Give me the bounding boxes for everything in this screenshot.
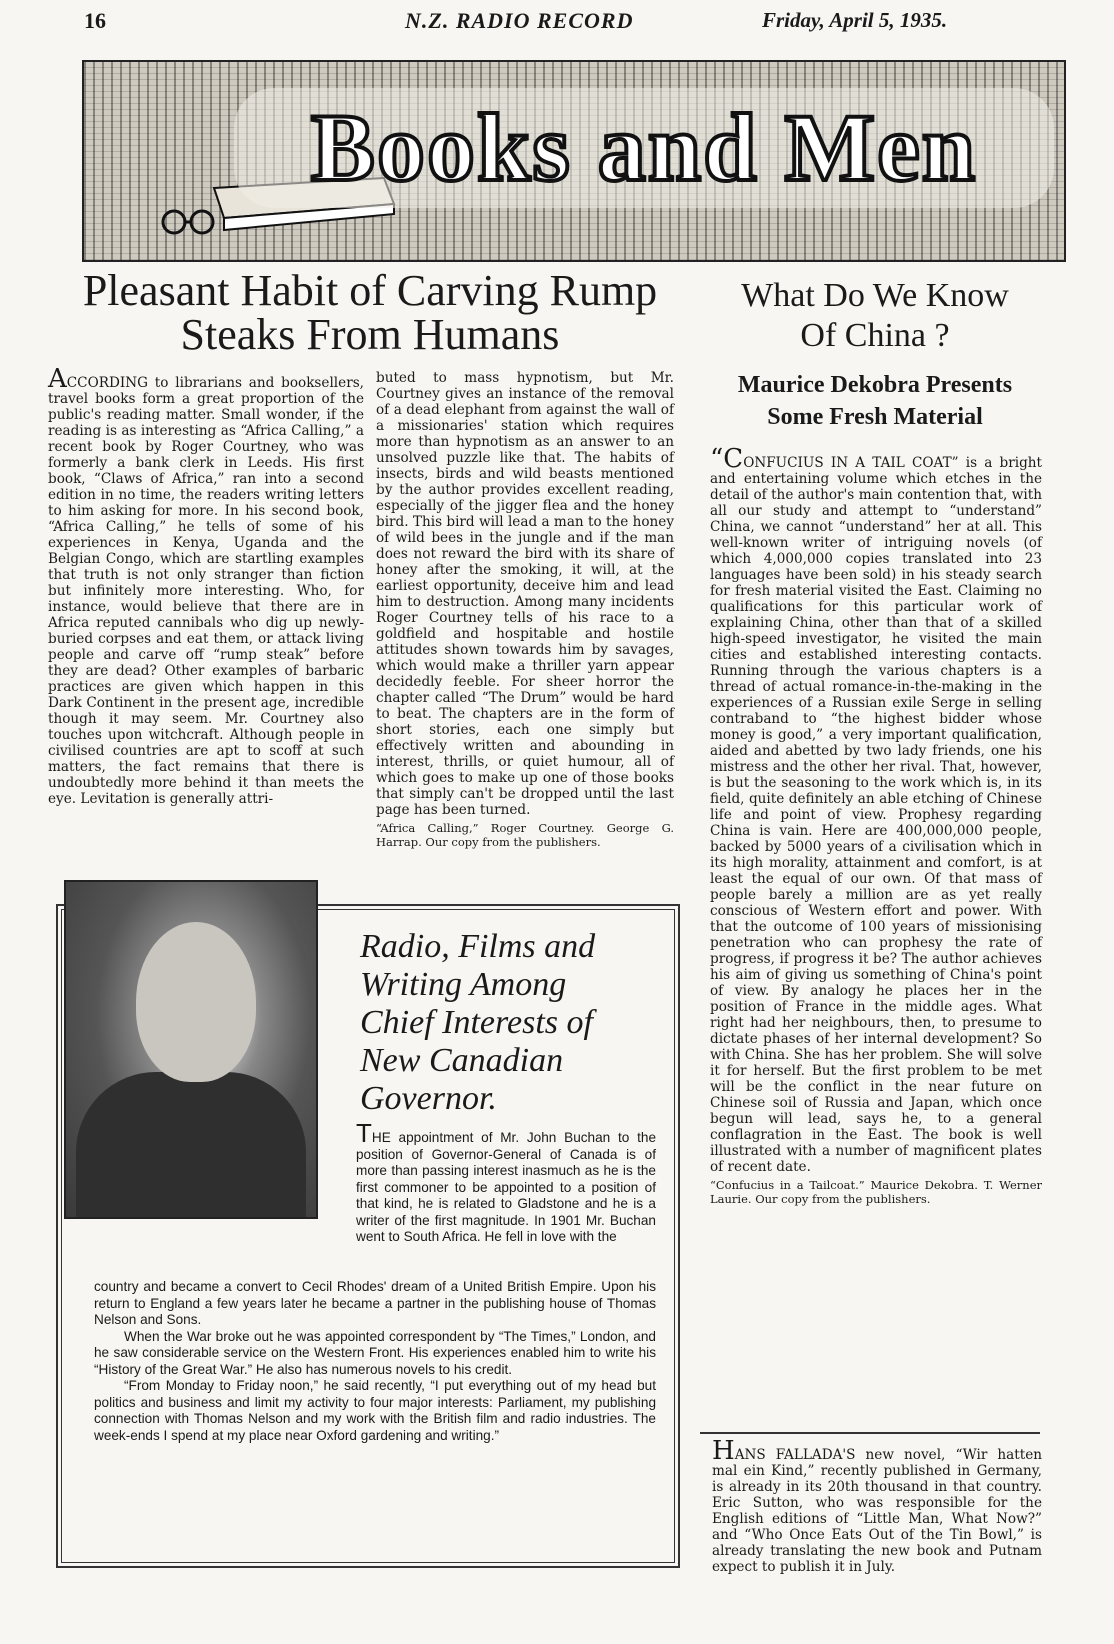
canada-headline-line: New Canadian	[360, 1042, 564, 1079]
china-text: ONFUCIUS IN A TAIL COAT” is a bright and entertaining volume which etches in the detail of the author's main contention that, with all our study and attempt to “understand” China, we cannot “understand” her at all. This well-known writer of intriguing novels (of which 4,000,000 copies translated into 23 languages have been sold) in his steady search for fresh material visited the East. Claiming no qualifications for this particular work of explaining China, other than that of a skilled high-speed investigator, he visited the main cities and established interesting contacts. Running through the various chapters is a thread of actual romance-in-the-making in the experiences of a Russian exile Serge in selling contraband to “the highest bidder whose money is good,” a very important qualification, aided and abetted by two lady friends, one his mistress and the other her rival. That, however, is but the seasoning to the work which is, in its field, quite definitely an able etching of Chinese life and point of view. Prophesy regarding China is vain. Here are 400,000,000 people, backed by 5000 years of a civilisation which in its high morality, attainment and comfort, is at least the equal of our own. Of that mass of people barely a million are as yet really conscious of Western effort and power. With that the outcome of 100 years of missionising penetration who can prophesy the rate of progress, if progress it be? The author achieves his aim of giving us something of China's point of view. By analogy he places her in the position of France in the middle ages. What right had her neighbours, then, to presume to dictate phases of her internal development? So with China. She has her problem. She will solve it for herself. But the first problem to be met will be the conflict in the near future on Chinese soil of Russia and Japan, which once begun will lead, says he, to a general conflagration in the East. The book is well illustrated with a number of magnificent plates of recent date.	[710, 455, 1042, 1175]
africa-credit: “Africa Calling,” Roger Courtney. George G. Harrap. Our copy from the publishers.	[376, 821, 674, 849]
africa-column-1	[48, 364, 364, 807]
books-and-men-banner	[82, 60, 1066, 262]
drop-cap: T	[356, 1118, 372, 1148]
canada-p1-wide: country and became a convert to Cecil Rhodes' dream of a United British Empire. Upon his return to England a few years later he became a partner in the publishing house of Thomas Nelson and Sons.	[94, 1279, 656, 1327]
canada-headline-line: Governor.	[360, 1080, 497, 1117]
publication-name: N.Z. RADIO RECORD	[405, 8, 634, 33]
china-subhead-line2: Some Fresh Material	[767, 404, 983, 430]
china-column	[710, 444, 1042, 1206]
africa-column-2	[376, 370, 674, 849]
canada-headline-line: Radio, Films and	[360, 928, 596, 965]
africa-col1-text: CCORDING to librarians and booksellers, travel books form a great proportion of the public's reading matter. Small wonder, if the reading is as interesting as “Africa Calling,” a recent book by Roger Courtney, who was formerly a bank clerk in Leeds. His first book, “Claws of Africa,” ran into a second edition in no time, the readers writing letters to him asking for more. In his second book, “Africa Calling,” he tells of some of his experiences in Kenya, Uganda and the Belgian Congo, which are startling examples that truth is not only stranger than fiction but infinitely more interesting. Who, for instance, would believe that there are in Africa reputed cannibals who dig up newly-buried corpses and eat them, or attack living people and carve off “rump steak” before they are dead? Other examples of barbaric practices are given which happen in this Dark Continent in the present age, incredible though it may seem. Mr. Courtney also touches upon witchcraft. Although people in civilised countries are apt to scoff at such matters, the fact remains that there is undoubtedly more behind it than meets the eye. Levitation is generally attri-	[48, 375, 364, 807]
portrait-photo	[64, 880, 318, 1219]
drop-cap: A	[48, 364, 67, 394]
portrait-figure-head	[136, 922, 256, 1082]
fallada-text: ANS FALLADA'S new novel, “Wir hatten mal ein Kind,” recently published in Germany, is already in its 20th thousand in that country. Eric Sutton, who was responsible for the English editions of “Little Man, What Now?” and “Who Once Eats Out of the Tin Bowl,” is already translating the new book and Putnam expect to publish it in July.	[712, 1447, 1042, 1575]
page-number: 16	[84, 8, 106, 33]
fallada-column	[712, 1436, 1042, 1575]
banner-title: Books and Men	[234, 88, 1054, 208]
africa-col2-text: buted to mass hypnotism, but Mr. Courtney gives an instance of the removal of a dead elephant from against the wall of a missionaries' station which requires more than hypnotism as an answer to an unsolved puzzle like that. The habits of insects, birds and wild beasts mentioned by the author provides excellent reading, especially of the jigger flea and the honey bird. This bird will lead a man to the honey of wild bees in the jungle and if the man does not reward the bird with its share of honey after the smoking, it will, at the earliest opportunity, deceive him and lead him to destruction. Among many incidents Roger Courtney tells of his race to a goldfield and hospitable and hostile attitudes shown towards him by savages, which would make a thriller yarn appear decidedly feeble. For sheer horror the chapter called “The Drum” would be hard to beat. The chapters are in the form of short stories, each one simply but effectively written and abounding in interest, thrills, or quiet humour, all of which goes to make up one of those books that simply can't be dropped until the last page has been turned.	[376, 370, 674, 818]
canada-headline-line: Writing Among	[360, 966, 567, 1003]
canada-column-narrow	[356, 1118, 656, 1246]
column-divider	[700, 1432, 1040, 1434]
canada-headline-line: Chief Interests of	[360, 1004, 593, 1041]
drop-cap: H	[712, 1436, 735, 1466]
portrait-figure-body	[76, 1072, 306, 1217]
issue-date: Friday, April 5, 1935.	[762, 8, 948, 32]
canada-p3: “From Monday to Friday noon,” he said recently, “I put everything out of my head but politics and business and limit my activity to four major interests: Parliament, my publishing connection with Thomas Nelson and my work with the British film and radio industries. The week-ends I spend at my place near Oxford gardening and writing.”	[94, 1378, 656, 1443]
canada-headline	[360, 928, 660, 1118]
china-headline-line2: Of China ?	[800, 317, 950, 354]
drop-cap: “C	[710, 444, 744, 474]
canada-p1-narrow: HE appointment of Mr. John Buchan to the position of Governor-General of Canada is of more than passing interest inasmuch as he is the first commoner to be appointed to a position of that kind, he is related to Gladstone and he is a writer of the first magnitude. In 1901 Mr. Buchan went to South Africa. He fell in love with the	[356, 1130, 656, 1244]
canada-p2: When the War broke out he was appointed correspondent by “The Times,” London, and he saw considerable service on the Western Front. His experiences enabled him to write his “History of the Great War.” He also has numerous novels to his credit.	[94, 1328, 656, 1377]
china-subhead-line1: Maurice Dekobra Presents	[737, 372, 1013, 398]
china-credit: “Confucius in a Tailcoat.” Maurice Dekobra. T. Werner Laurie. Our copy from the publishers.	[710, 1178, 1042, 1206]
africa-headline-line1: Pleasant Habit of Carving Rump	[82, 266, 658, 315]
africa-headline-line2: Steaks From Humans	[180, 310, 560, 359]
china-headline-line1: What Do We Know	[741, 277, 1009, 314]
canada-column-wide	[94, 1279, 656, 1444]
